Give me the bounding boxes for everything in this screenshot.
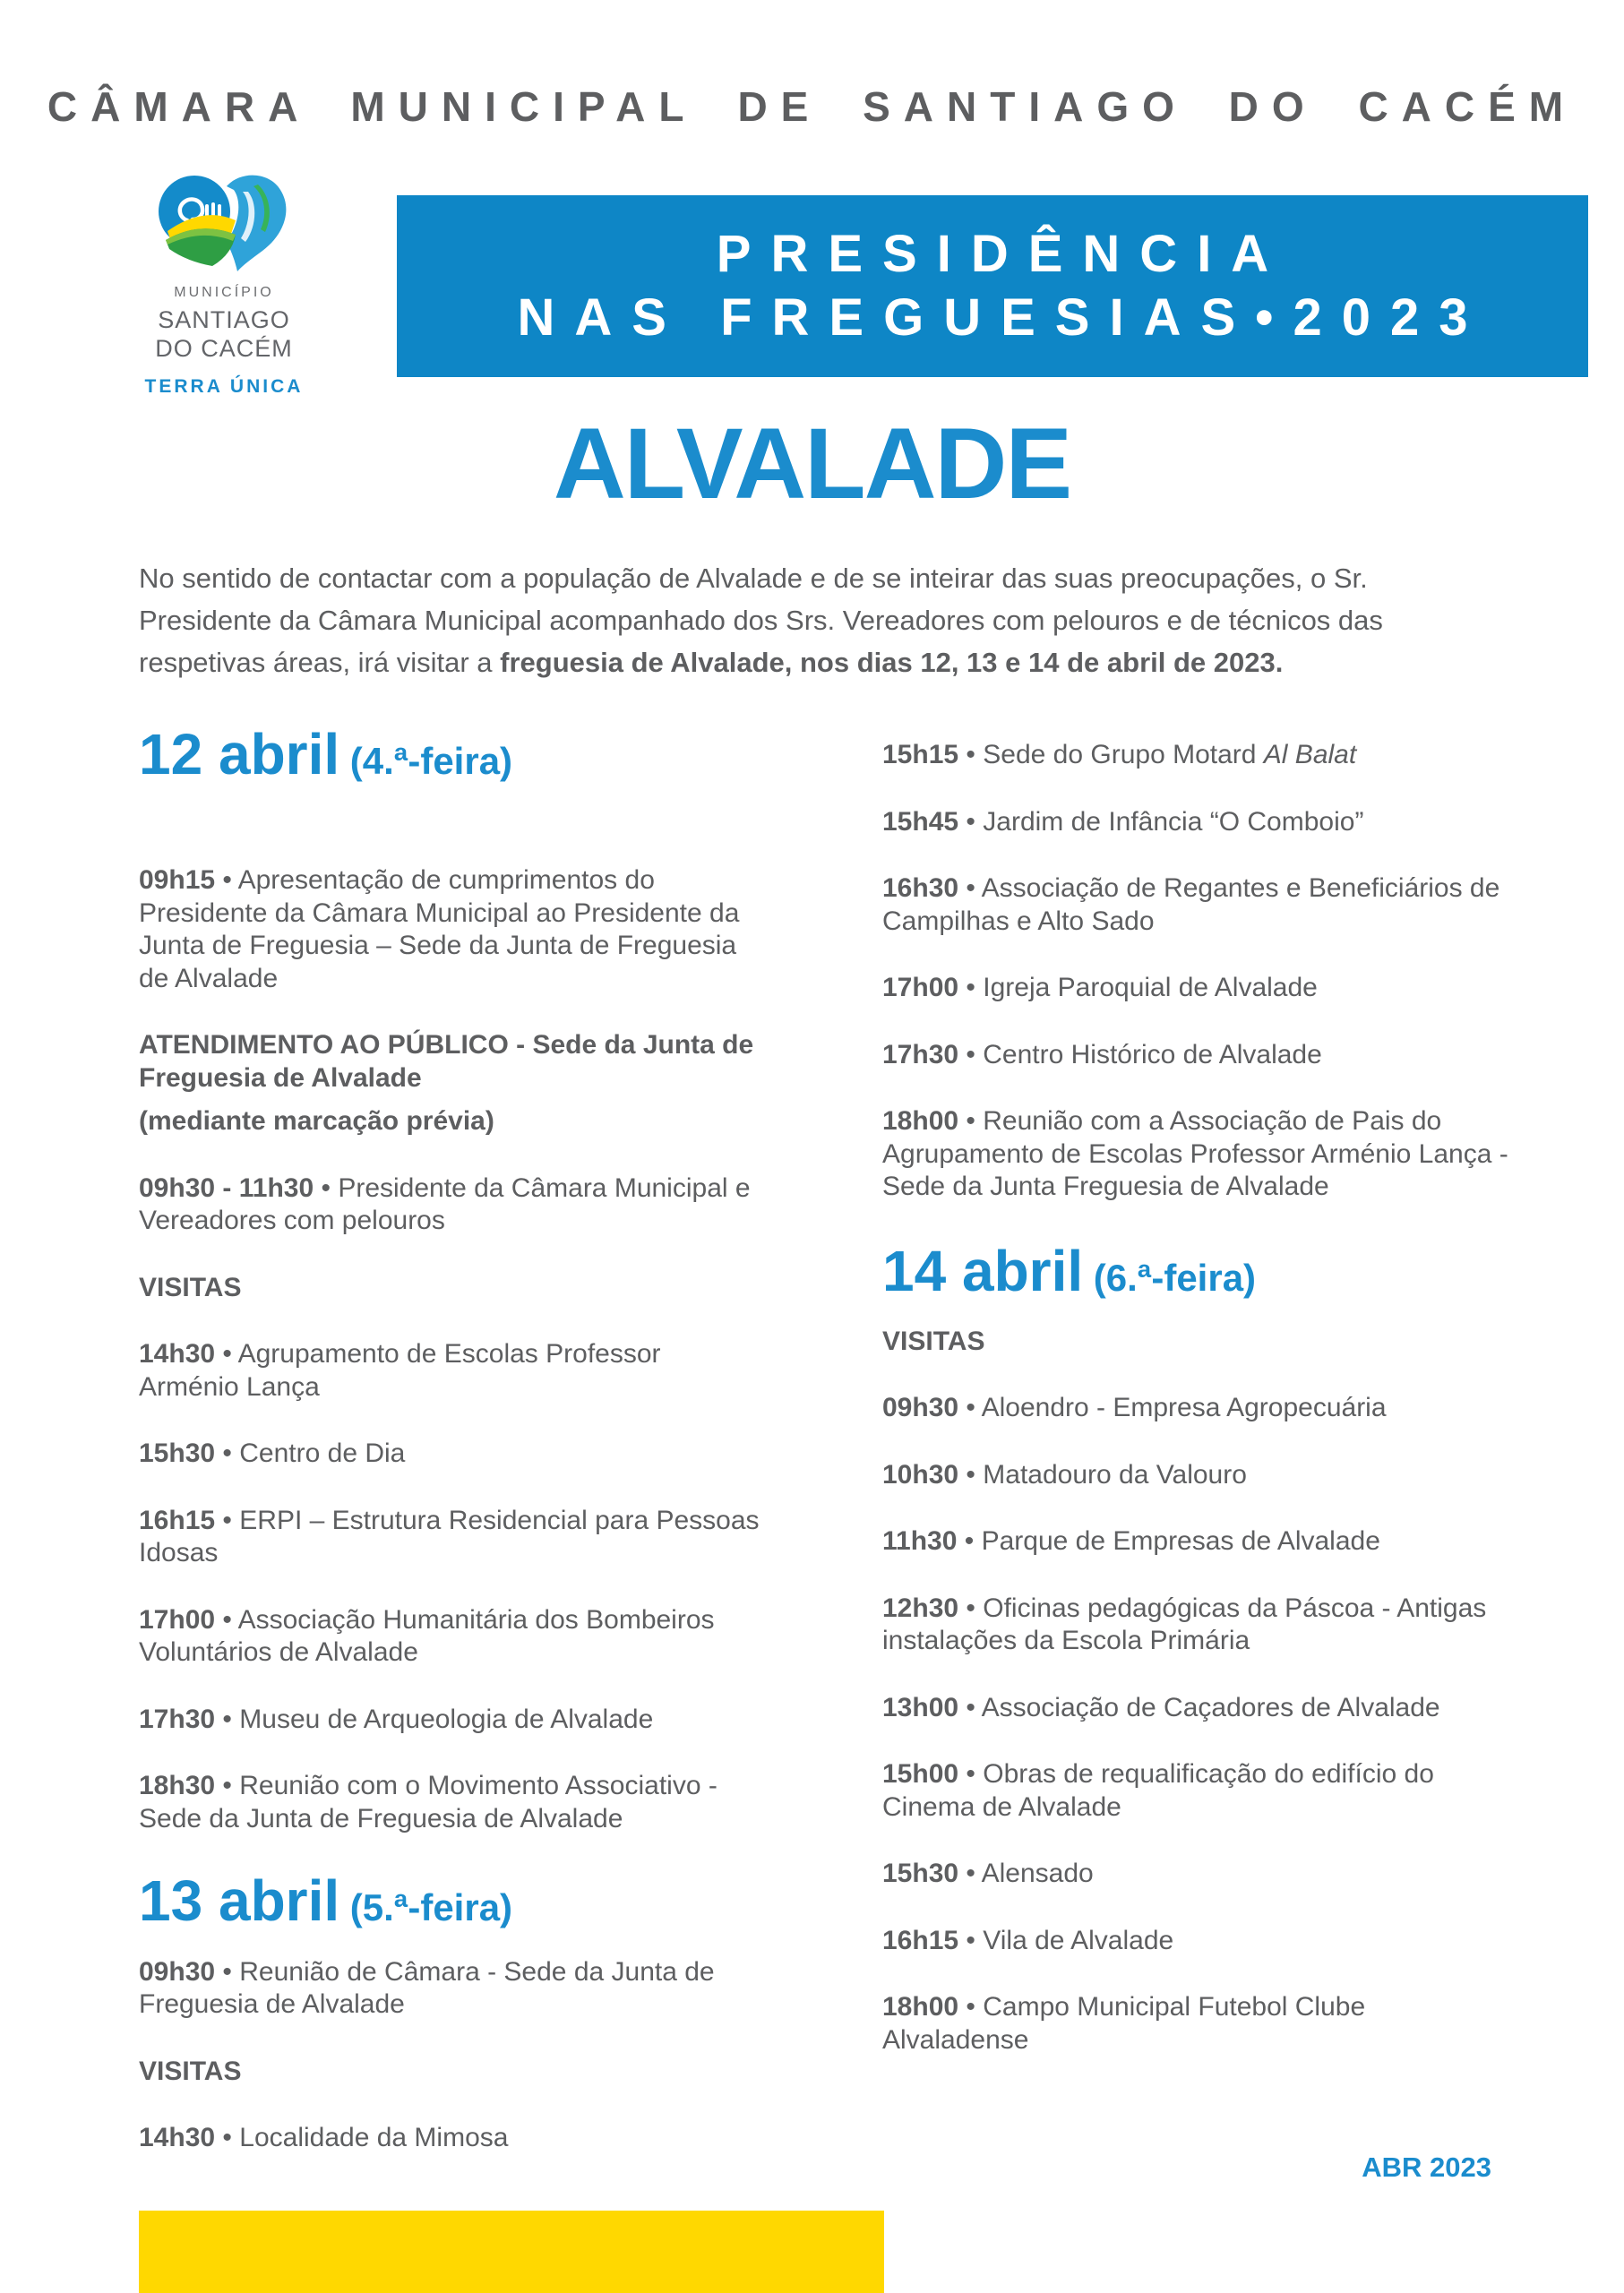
day-weekday: (6.ª-feira) xyxy=(1083,1256,1257,1299)
day-title: 14 abril xyxy=(882,1238,1084,1303)
item-text: Aloendro - Empresa Agropecuária xyxy=(981,1393,1387,1423)
intro-paragraph xyxy=(139,557,1500,683)
item-time: 17h30 xyxy=(882,1039,959,1069)
schedule-item: 09h15 • Apresentação de cumprimentos do Presidente da Câmara Municipal ao Presidente da Junta de Freguesia – Sede da Junta de Freguesia de Alvalade xyxy=(139,865,740,993)
item-text: Alensado xyxy=(981,1859,1094,1889)
item-time: 11h30 xyxy=(882,1526,958,1557)
item-text: Oficinas pedagógicas da Páscoa - Antigas instalações da Escola Primária xyxy=(882,1593,1487,1656)
page-title: ALVALADE xyxy=(553,408,1071,520)
schedule-item: 10h30 • Matadouro da Valouro xyxy=(882,1459,1247,1490)
note-main: ATENDIMENTO AO PÚBLICO - Sede da Junta de Freguesia de Alvalade xyxy=(139,1030,754,1093)
item-text: Matadouro da Valouro xyxy=(983,1459,1247,1490)
municipality-header: CÂMARA MUNICIPAL DE SANTIAGO DO CACÉM xyxy=(47,83,1577,130)
item-text: Jardim de Infância “O Comboio” xyxy=(983,806,1364,837)
schedule-item: 16h15 • Vila de Alvalade xyxy=(882,1925,1174,1955)
item-time: 18h30 xyxy=(139,1771,216,1801)
day-heading xyxy=(882,1240,1509,1302)
schedule-item: 15h30 • Alensado xyxy=(882,1859,1094,1889)
day-title: 12 abril xyxy=(139,722,340,786)
note-sub: (mediante marcação prévia) xyxy=(139,1106,494,1137)
item-text: Igreja Paroquial de Alvalade xyxy=(983,973,1318,1002)
section-label: VISITAS xyxy=(139,1272,242,1302)
schedule-item: 17h00 • Associação Humanitária dos Bombeiros Voluntários de Alvalade xyxy=(139,1604,715,1668)
schedule-item: 17h30 • Centro Histórico de Alvalade xyxy=(882,1039,1322,1069)
schedule-item: 17h00 • Igreja Paroquial de Alvalade xyxy=(882,973,1318,1002)
yellow-bar-decoration xyxy=(139,2211,884,2293)
schedule-item: 15h15 • Sede do Grupo Motard Al Balat xyxy=(882,740,1357,769)
item-time: 15h30 xyxy=(139,1438,216,1469)
item-time: 15h15 xyxy=(882,740,959,769)
item-text: Vila de Alvalade xyxy=(983,1925,1174,1955)
item-text: Apresentação de cumprimentos do Presidente da Câmara Municipal ao Presidente da Junta de Freguesia – Sede da Junta de Freguesia de Alvalade xyxy=(139,865,740,993)
footer-date: ABR 2023 xyxy=(1362,2151,1491,2183)
heart-wave-logo-icon xyxy=(157,172,291,272)
item-time: 15h00 xyxy=(882,1759,959,1790)
schedule-item: 14h30 • Agrupamento de Escolas Professor Arménio Lança xyxy=(139,1339,661,1402)
item-text: Associação de Caçadores de Alvalade xyxy=(981,1692,1440,1722)
schedule-item: 18h00 • Campo Municipal Futebol Clube Alvaladense xyxy=(882,1992,1366,2055)
item-text: Reunião com a Associação de Pais do Agrupamento de Escolas Professor Arménio Lança - Sede da Junta Freguesia de Alvalade xyxy=(882,1106,1508,1201)
item-time: 17h00 xyxy=(139,1604,216,1635)
schedule-left-column xyxy=(139,723,766,2189)
item-text: Associação de Regantes e Beneficiários de Campilhas e Alto Sado xyxy=(882,873,1500,936)
schedule-item: 09h30 • Reunião de Câmara - Sede da Junta de Freguesia de Alvalade xyxy=(139,1956,715,2020)
item-text: Parque de Empresas de Alvalade xyxy=(981,1526,1380,1557)
day-weekday: (5.ª-feira) xyxy=(339,1886,513,1929)
item-time: 09h30 xyxy=(882,1393,959,1423)
item-text: Museu de Arqueologia de Alvalade xyxy=(239,1704,654,1734)
schedule-item: 09h30 - 11h30 • Presidente da Câmara Municipal e Vereadores com pelouros xyxy=(139,1172,751,1236)
schedule-right-column xyxy=(882,723,1509,2091)
schedule-item: 16h30 • Associação de Regantes e Beneficiários de Campilhas e Alto Sado xyxy=(882,873,1500,936)
item-text: Agrupamento de Escolas Professor Arménio Lança xyxy=(139,1339,661,1402)
item-text: Presidente da Câmara Municipal e Vereadores com pelouros xyxy=(139,1172,751,1236)
banner-line-1: PRESIDÊNCIA xyxy=(716,224,1289,283)
banner-line-2: NAS FREGUESIAS•2023 xyxy=(517,288,1488,347)
item-time: 09h15 xyxy=(139,865,216,896)
item-text: Reunião de Câmara - Sede da Junta de Freguesia de Alvalade xyxy=(139,1956,715,2020)
item-time: 17h30 xyxy=(139,1704,216,1734)
program-banner xyxy=(397,195,1588,377)
schedule-item: 15h45 • Jardim de Infância “O Comboio” xyxy=(882,806,1364,837)
section-label: VISITAS xyxy=(139,2056,242,2086)
schedule-item: 13h00 • Associação de Caçadores de Alvalade xyxy=(882,1692,1440,1722)
schedule-item: 14h30 • Localidade da Mimosa xyxy=(139,2123,509,2153)
item-text: Centro de Dia xyxy=(239,1438,406,1469)
item-time: 16h30 xyxy=(882,873,959,903)
item-time: 15h30 xyxy=(882,1859,959,1889)
schedule-item: 16h15 • ERPI – Estrutura Residencial para Pessoas Idosas xyxy=(139,1505,760,1568)
item-time: 15h45 xyxy=(882,806,959,837)
day-heading xyxy=(139,723,766,786)
section-label: VISITAS xyxy=(882,1326,985,1356)
item-time: 18h00 xyxy=(882,1992,959,2022)
item-time: 09h30 xyxy=(139,1956,216,1987)
public-attendance-note xyxy=(139,1029,766,1138)
item-time: 10h30 xyxy=(882,1459,959,1490)
logo-tagline: TERRA ÚNICA xyxy=(144,375,304,397)
item-time: 18h00 xyxy=(882,1106,959,1136)
municipality-logo xyxy=(143,172,305,398)
item-text: Obras de requalificação do edifício do Cinema de Alvalade xyxy=(882,1759,1434,1822)
schedule-item: 12h30 • Oficinas pedagógicas da Páscoa - Antigas instalações da Escola Primária xyxy=(882,1593,1487,1656)
item-text: ERPI – Estrutura Residencial para Pessoas Idosas xyxy=(139,1505,760,1568)
schedule-item: 09h30 • Aloendro - Empresa Agropecuária xyxy=(882,1393,1387,1423)
schedule-item: 11h30 • Parque de Empresas de Alvalade xyxy=(882,1526,1380,1557)
item-text: Associação Humanitária dos Bombeiros Voluntários de Alvalade xyxy=(139,1604,715,1668)
item-time: 12h30 xyxy=(882,1593,959,1623)
schedule-item: 17h30 • Museu de Arqueologia de Alvalade xyxy=(139,1704,654,1734)
intro-bold-text: freguesia de Alvalade, nos dias 12, 13 e 14 de abril de 2023. xyxy=(500,647,1284,678)
schedule-item: 15h30 • Centro de Dia xyxy=(139,1438,406,1469)
item-text: Reunião com o Movimento Associativo - Sede da Junta de Freguesia de Alvalade xyxy=(139,1771,717,1834)
schedule-item: 15h00 • Obras de requalificação do edifício do Cinema de Alvalade xyxy=(882,1759,1434,1822)
item-text: Localidade da Mimosa xyxy=(239,2123,509,2153)
item-text: Centro Histórico de Alvalade xyxy=(983,1039,1322,1069)
intro-regular-text: No sentido de contactar com a população de Alvalade e de se inteirar das suas preocupações, o Sr. Presidente da Câmara Municipal acompanhado dos Srs. Vereadores com pelouros e de técnicos das respetivas áreas, irá visitar a xyxy=(139,563,1383,678)
item-text-italic: Al Balat xyxy=(1263,740,1357,769)
schedule-item: 18h00 • Reunião com a Associação de Pais do Agrupamento de Escolas Professor Arménio Lança - Sede da Junta Freguesia de Alvalade xyxy=(882,1106,1508,1201)
day-weekday: (4.ª-feira) xyxy=(339,740,513,782)
logo-municipality-name: SANTIAGO DO CACÉM xyxy=(155,306,293,362)
item-time: 14h30 xyxy=(139,2123,216,2153)
item-time: 16h15 xyxy=(882,1925,959,1955)
item-text: Sede do Grupo Motard xyxy=(983,740,1264,769)
item-time: 09h30 - 11h30 xyxy=(139,1172,314,1203)
item-time: 16h15 xyxy=(139,1505,216,1535)
item-time: 13h00 xyxy=(882,1692,959,1722)
logo-municipio-label: MUNICÍPIO xyxy=(174,285,274,300)
item-time: 14h30 xyxy=(139,1339,216,1370)
item-time: 17h00 xyxy=(882,973,959,1002)
day-title: 13 abril xyxy=(139,1868,340,1934)
item-text: Campo Municipal Futebol Clube Alvaladense xyxy=(882,1992,1366,2055)
schedule-item: 18h30 • Reunião com o Movimento Associativo - Sede da Junta de Freguesia de Alvalade xyxy=(139,1771,717,1834)
day-heading xyxy=(139,1869,766,1932)
